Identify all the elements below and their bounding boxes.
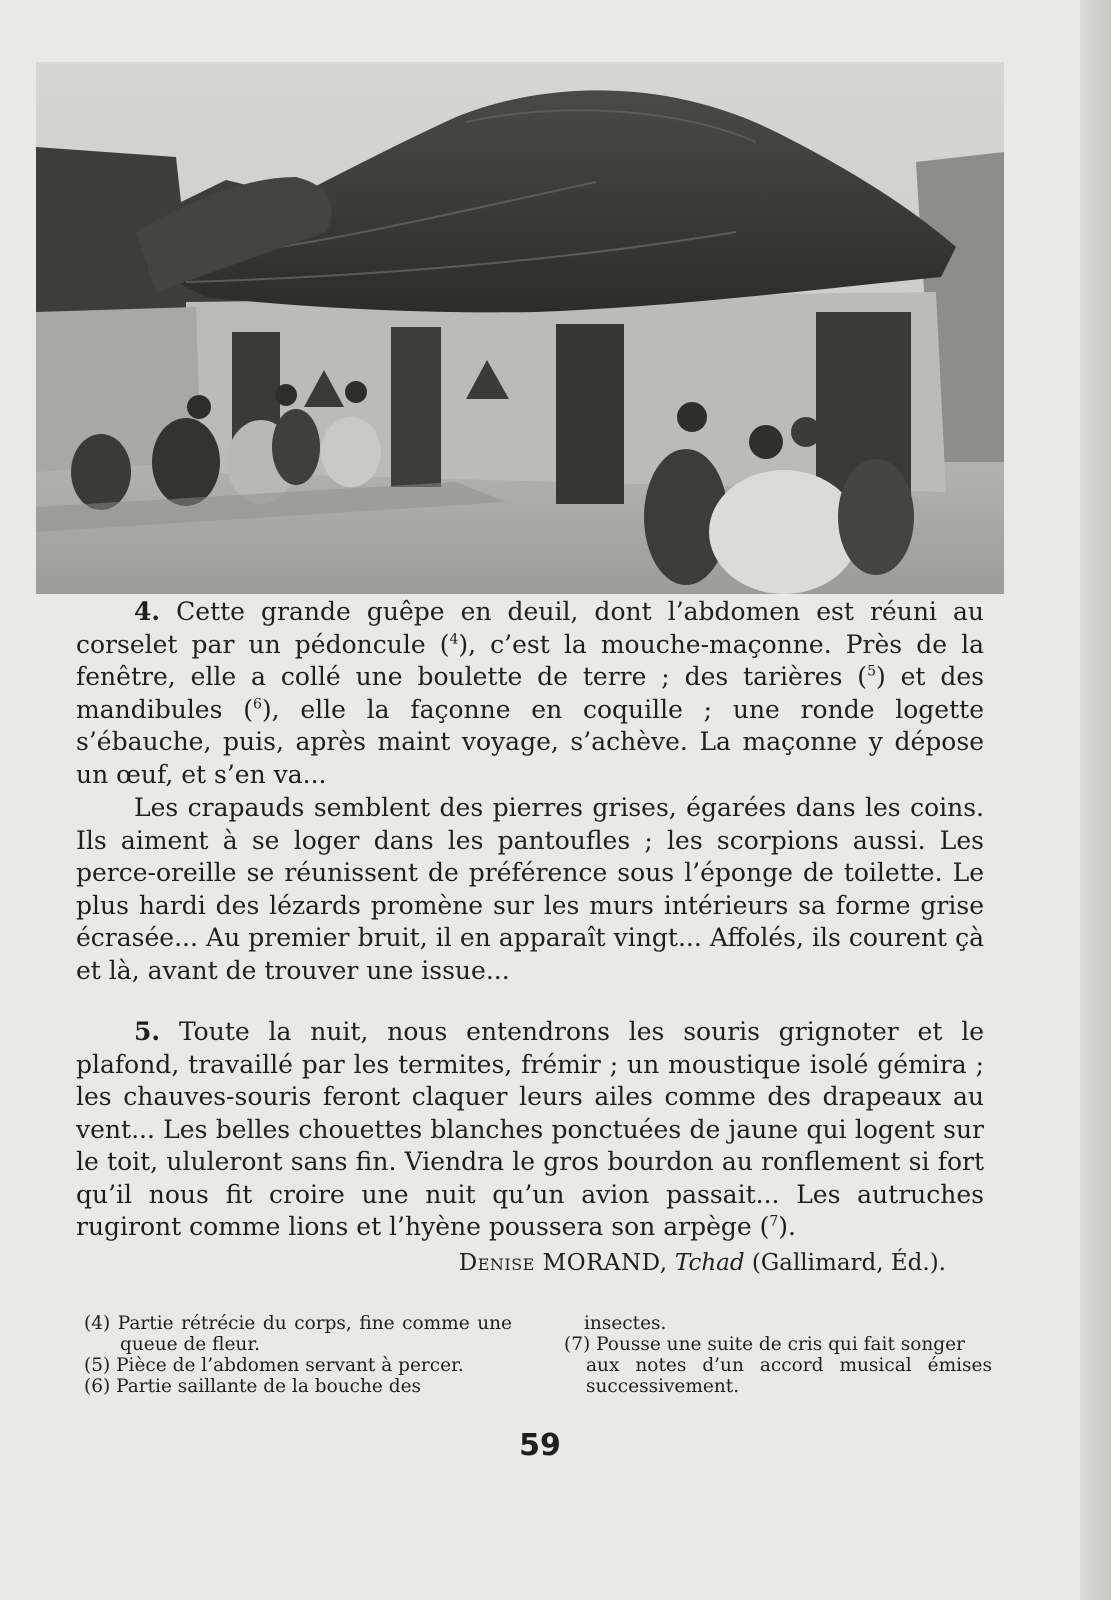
para4-text-1: Cette grande guêpe en deuil, dont l’abdomen est réuni au corselet par un pédoncule (: [76, 597, 984, 659]
footnote-6-text: Partie saillante de la bouche des: [116, 1376, 422, 1397]
footnote-ref-5[interactable]: 5: [867, 663, 876, 680]
footnote-7-continued: aux notes d’un accord musical émises successivement.: [586, 1355, 992, 1397]
footnote-7: [564, 1334, 992, 1355]
para4-text-3: ) et des mandibules (: [76, 662, 984, 724]
footnote-ref-6[interactable]: 6: [252, 696, 262, 713]
photo-thatched-hut: [36, 62, 1004, 594]
photo-illustration: [36, 62, 1004, 594]
credit-publisher: (Gallimard, Éd.).: [751, 1250, 946, 1276]
credit-work-title: Tchad: [674, 1250, 745, 1276]
paragraph-number: 4.: [134, 597, 161, 626]
footnote-6-mark: (6): [84, 1376, 111, 1397]
footnote-6-continued: insectes.: [584, 1313, 667, 1334]
paragraph-5: [76, 1016, 984, 1244]
footnote-ref-7[interactable]: 7: [769, 1213, 779, 1230]
page-number: 59: [519, 1428, 561, 1463]
footnote-6: [84, 1376, 512, 1397]
footnote-ref-4[interactable]: 4: [449, 631, 459, 648]
para4b-text: Les crapauds semblent des pierres grises, égarées dans les coins. Ils aiment à se loger dans les pantoufles ; les scorpions aussi. Les perce-oreille se réunissent de préférence sous l’éponge de toilette. Le plus hardi des lézards promène sur les murs intérieurs sa forme grise écrasée... Au premier bruit, il en apparaît vingt... Affolés, ils courent çà et là, avant de trouver une issue...: [76, 793, 984, 985]
footnote-4: [84, 1313, 512, 1355]
footnote-7-text: Pousse une suite de cris qui fait songer: [596, 1334, 965, 1355]
paragraph-4: [76, 596, 984, 791]
para5-text-1: Toute la nuit, nous entendrons les souris grignoter et le plafond, travaillé par les termites, frémir ; un moustique isolé gémira ; les chauves-souris feront claquer leurs ailes comme des drapeaux au vent... Les belles chouettes blanches ponctuées de jaune qui logent sur le toit, ululeront sans fin. Viendra le gros bourdon au ronflement si fort qu’il nous fit croire une nuit qu’un avion passait... Les autruches rugiront comme lions et l’hyène poussera son arpège (: [76, 1017, 984, 1241]
footnote-4-text: Partie rétrécie du corps, fine comme une queue de fleur.: [117, 1313, 512, 1355]
footnote-5-mark: (5): [84, 1355, 111, 1376]
para4-text-4: ), elle la façonne en coquille ; une ronde logette s’ébauche, puis, après maint voyage, s’achève. La maçonne y dépose un œuf, et s’en va...: [76, 694, 984, 789]
paragraph-4-continued: [76, 792, 984, 987]
footnote-7-mark: (7): [564, 1334, 591, 1355]
credit-author: Denise MORAND,: [458, 1250, 668, 1276]
footnote-5-text: Pièce de l’abdomen servant à percer.: [116, 1355, 464, 1376]
paragraph-number: 5.: [134, 1017, 161, 1046]
para5-text-2: ).: [778, 1212, 796, 1241]
footnotes-left-column: [84, 1313, 512, 1397]
source-credit: [0, 1250, 946, 1276]
page-edge: [1080, 0, 1111, 1600]
footnote-5: [84, 1355, 512, 1376]
footnote-4-mark: (4): [84, 1313, 111, 1334]
para4-text-2: ), c’est la mouche-maçonne. Près de la fenêtre, elle a collé une boulette de terre ; des tarières (: [76, 629, 984, 691]
footnotes-right-column: [564, 1313, 992, 1397]
